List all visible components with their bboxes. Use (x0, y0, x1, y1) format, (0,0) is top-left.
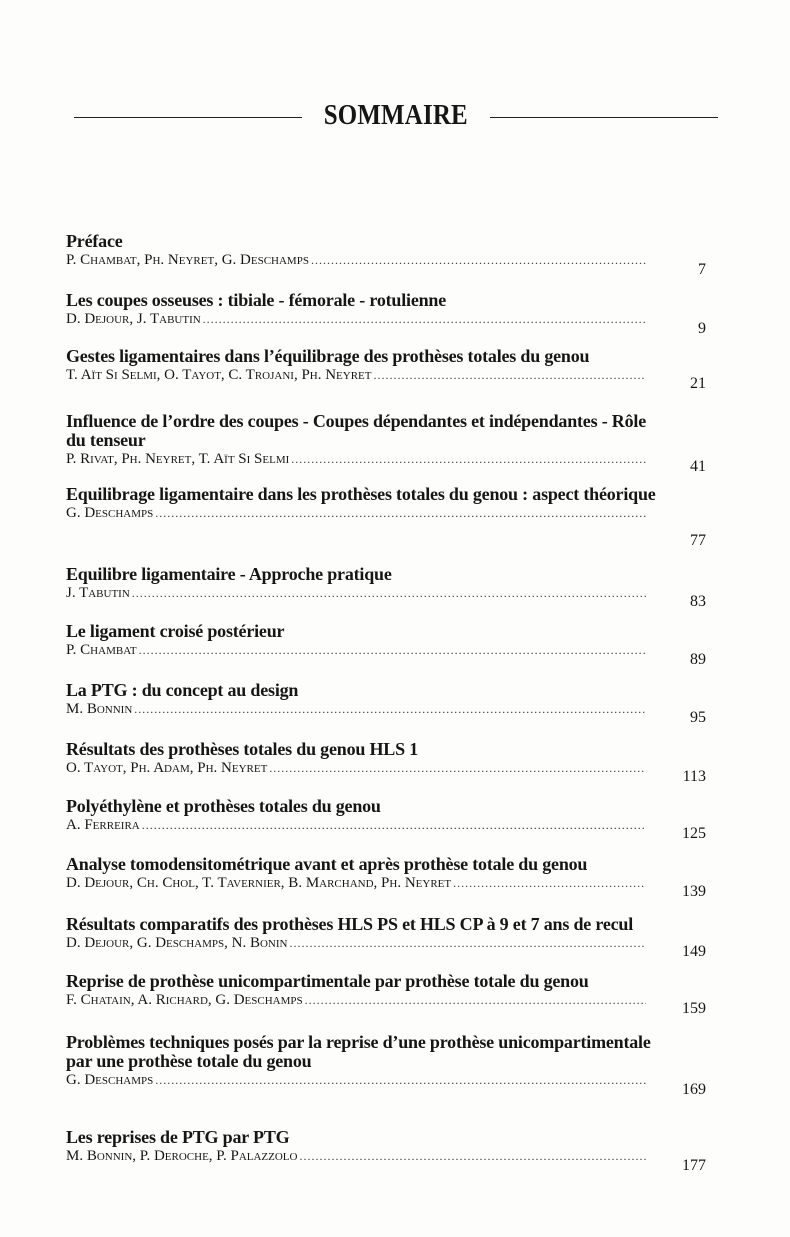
entry-title: Les reprises de PTG par PTG (66, 1127, 290, 1147)
toc-entry[interactable] (66, 1032, 726, 1098)
entry-authors: G. Deschamps (66, 505, 154, 521)
toc-entry[interactable] (66, 739, 726, 785)
dot-leader (155, 505, 646, 522)
entry-authors: T. Aït Si Selmi, O. Tayot, C. Trojani, Ph. Neyret (66, 367, 372, 383)
entry-authors-line (66, 505, 646, 522)
entry-page-number: 113 (682, 768, 706, 785)
entry-authors-line (66, 1148, 646, 1165)
toc-entry[interactable] (66, 854, 726, 900)
dot-leader (139, 642, 646, 659)
toc-entry[interactable] (66, 680, 726, 726)
entry-authors: J. Tabutin (66, 585, 130, 601)
dot-leader (453, 875, 646, 892)
entry-authors-line (66, 367, 646, 384)
toc-entry[interactable] (66, 914, 726, 960)
entry-page-number: 169 (682, 1081, 706, 1098)
entry-page-number: 89 (690, 651, 706, 668)
entry-authors: G. Deschamps (66, 1072, 154, 1088)
entry-title: Problèmes techniques posés par la reprise d’une prothèse unicompartimentale par une prothèse totale du genou (66, 1032, 651, 1071)
entry-authors-line (66, 701, 646, 718)
toc-entry[interactable] (66, 971, 726, 1017)
toc-entry[interactable] (66, 231, 726, 278)
entry-page-number: 21 (690, 375, 706, 392)
toc-entry[interactable] (66, 564, 726, 610)
entry-authors: P. Chambat (66, 642, 137, 658)
entry-authors-line (66, 1072, 646, 1089)
dot-leader (155, 1072, 646, 1089)
entry-page-number: 7 (698, 261, 706, 278)
header-rule-left (74, 117, 302, 118)
dot-leader (269, 760, 646, 777)
entry-title: Equilibrage ligamentaire dans les prothèses totales du genou : aspect théorique (66, 484, 656, 504)
entry-authors-line (66, 760, 646, 777)
entry-authors: M. Bonnin, P. Deroche, P. Palazzolo (66, 1148, 298, 1164)
dot-leader (291, 451, 646, 468)
dot-leader (305, 992, 646, 1009)
entry-page-number: 83 (690, 593, 706, 610)
entry-authors: O. Tayot, Ph. Adam, Ph. Neyret (66, 760, 268, 776)
entry-authors-line (66, 817, 646, 834)
toc-entry[interactable] (66, 290, 726, 337)
entry-page-number: 125 (682, 825, 706, 842)
entry-page-number: 9 (698, 320, 706, 337)
entry-authors-line (66, 585, 646, 602)
toc-entry[interactable] (66, 1127, 726, 1174)
entry-authors: M. Bonnin (66, 701, 133, 717)
entry-authors: F. Chatain, A. Richard, G. Deschamps (66, 992, 303, 1008)
entry-title: Analyse tomodensitométrique avant et après prothèse totale du genou (66, 854, 588, 874)
entry-authors-line (66, 875, 646, 892)
entry-authors: D. Dejour, J. Tabutin (66, 311, 201, 327)
entry-authors: D. Dejour, G. Deschamps, N. Bonin (66, 935, 288, 951)
header-rule-right (490, 117, 718, 118)
toc-entry[interactable] (66, 411, 726, 475)
dot-leader (299, 1148, 646, 1165)
dot-leader (374, 367, 647, 384)
entry-title: Le ligament croisé postérieur (66, 621, 285, 641)
dot-leader (311, 252, 646, 269)
page-header (74, 95, 718, 135)
dot-leader (134, 701, 646, 718)
dot-leader (142, 817, 646, 834)
entry-title: Polyéthylène et prothèses totales du genou (66, 796, 381, 816)
toc-entry[interactable] (66, 484, 726, 549)
entry-authors-line (66, 992, 646, 1009)
entry-page-number: 77 (690, 532, 706, 549)
entry-page-number: 177 (682, 1157, 706, 1174)
entry-authors: P. Rivat, Ph. Neyret, T. Aït Si Selmi (66, 451, 290, 467)
entry-page-number: 139 (682, 883, 706, 900)
entry-authors: P. Chambat, Ph. Neyret, G. Deschamps (66, 252, 309, 268)
entry-authors-line (66, 451, 646, 468)
entry-title: La PTG : du concept au design (66, 680, 299, 700)
entry-authors-line (66, 311, 646, 328)
entry-title: Les coupes osseuses : tibiale - fémorale - rotulienne (66, 290, 447, 310)
entry-title: Résultats comparatifs des prothèses HLS PS et HLS CP à 9 et 7 ans de recul (66, 914, 634, 934)
entry-authors: D. Dejour, Ch. Chol, T. Tavernier, B. Marchand, Ph. Neyret (66, 875, 452, 891)
entry-authors-line (66, 252, 646, 269)
page-title: SOMMAIRE (323, 98, 469, 131)
entry-title: Gestes ligamentaires dans l’équilibrage des prothèses totales du genou (66, 346, 590, 366)
dot-leader (203, 311, 646, 328)
toc-entry[interactable] (66, 346, 726, 392)
entry-title: Influence de l’ordre des coupes - Coupes dépendantes et indépendantes - Rôle du tenseur (66, 411, 646, 450)
entry-authors: A. Ferreira (66, 817, 140, 833)
entry-page-number: 95 (690, 709, 706, 726)
entry-title: Résultats des prothèses totales du genou HLS 1 (66, 739, 419, 759)
entry-authors-line (66, 935, 646, 952)
entry-title: Reprise de prothèse unicompartimentale par prothèse totale du genou (66, 971, 589, 991)
entry-page-number: 149 (682, 943, 706, 960)
entry-page-number: 159 (682, 1000, 706, 1017)
dot-leader (132, 585, 646, 602)
entry-title: Equilibre ligamentaire - Approche pratique (66, 564, 392, 584)
entry-authors-line (66, 642, 646, 659)
toc-entry[interactable] (66, 796, 726, 842)
dot-leader (289, 935, 646, 952)
entry-title: Préface (66, 231, 123, 251)
entry-page-number: 41 (690, 458, 706, 475)
toc-entry[interactable] (66, 621, 726, 668)
